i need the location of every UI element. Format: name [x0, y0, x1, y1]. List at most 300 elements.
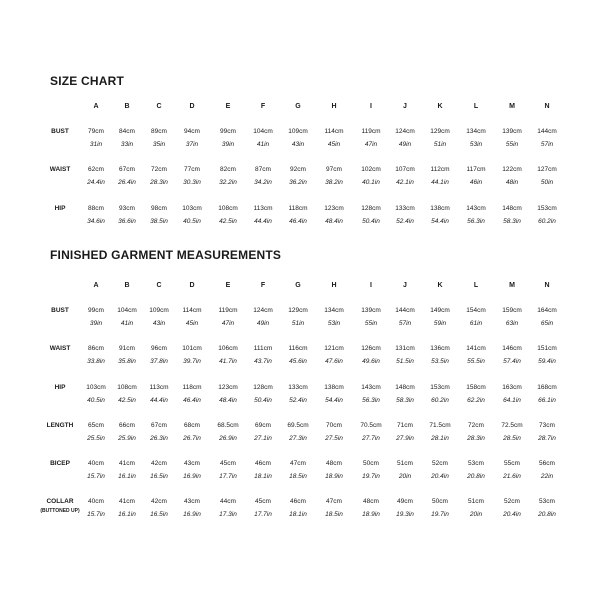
row-label-text: COLLAR — [46, 498, 74, 505]
cell-in: 46.4in — [289, 218, 307, 225]
cell-in: 44.4in — [150, 397, 168, 404]
cell-cm: 121cm — [324, 345, 344, 352]
cell-in: 50.4in — [254, 397, 272, 404]
size-header-i: I — [370, 103, 372, 110]
cell-in: 40.1in — [362, 179, 380, 186]
cell-in: 55.5in — [467, 358, 485, 365]
cell-in: 49in — [398, 141, 412, 148]
cell-in: 18.1in — [289, 511, 307, 518]
cell-in: 25.5in — [87, 435, 105, 442]
cell-in: 50in — [540, 179, 554, 186]
cell-in: 39.7in — [183, 358, 201, 365]
cell-in: 33in — [120, 141, 134, 148]
row-label-hip — [40, 205, 80, 212]
cell-cm: 143cm — [361, 384, 381, 391]
cell-cm: 109cm — [288, 128, 308, 135]
cell-in: 53in — [327, 320, 341, 327]
cell-in: 26.7in — [183, 435, 201, 442]
cell-cm: 111cm — [253, 345, 273, 352]
cell-cm: 99cm — [88, 307, 104, 314]
cell-cm: 73cm — [539, 422, 555, 429]
cell-in: 26.4in — [118, 179, 136, 186]
cell-in: 57in — [398, 320, 412, 327]
cell-in: 47.6in — [325, 358, 343, 365]
size-header-d: D — [189, 282, 195, 289]
cell-in: 48.4in — [219, 397, 237, 404]
cell-in: 17.7in — [219, 473, 237, 480]
size-header-h: H — [331, 282, 337, 289]
cell-cm: 116cm — [288, 345, 308, 352]
cell-cm: 154cm — [466, 307, 486, 314]
cell-cm: 69.5cm — [287, 422, 309, 429]
cell-cm: 134cm — [324, 307, 344, 314]
cell-in: 65in — [540, 320, 554, 327]
cell-in: 39in — [221, 141, 235, 148]
cell-in: 42.5in — [118, 397, 136, 404]
cell-in: 16.9in — [183, 473, 201, 480]
cell-cm: 108cm — [117, 384, 137, 391]
cell-cm: 43cm — [184, 460, 200, 467]
size-header-f: F — [260, 282, 266, 289]
cell-cm: 44cm — [220, 498, 236, 505]
cell-cm: 113cm — [253, 205, 273, 212]
cell-cm: 46cm — [290, 498, 306, 505]
cell-in: 32.2in — [219, 179, 237, 186]
cell-cm: 148cm — [395, 384, 415, 391]
cell-cm: 72cm — [151, 166, 167, 173]
cell-in: 41in — [256, 141, 270, 148]
cell-cm: 128cm — [361, 205, 381, 212]
cell-cm: 138cm — [430, 205, 450, 212]
cell-in: 16.1in — [118, 473, 136, 480]
cell-in: 34.2in — [254, 179, 272, 186]
cell-cm: 46cm — [255, 460, 271, 467]
cell-in: 42.5in — [219, 218, 237, 225]
size-header-b: B — [124, 103, 130, 110]
cell-in: 58.3in — [396, 397, 414, 404]
cell-cm: 67cm — [119, 166, 135, 173]
cell-cm: 118cm — [288, 205, 308, 212]
cell-cm: 79cm — [88, 128, 104, 135]
cell-cm: 94cm — [184, 128, 200, 135]
cell-cm: 48cm — [363, 498, 379, 505]
cell-in: 43in — [152, 320, 166, 327]
size-header-n: N — [544, 103, 550, 110]
cell-in: 16.5in — [150, 511, 168, 518]
size-header-d: D — [189, 103, 195, 110]
cell-cm: 122cm — [502, 166, 522, 173]
cell-in: 59in — [433, 320, 447, 327]
cell-cm: 124cm — [253, 307, 273, 314]
cell-cm: 97cm — [326, 166, 342, 173]
cell-cm: 51cm — [468, 498, 484, 505]
cell-in: 20in — [398, 473, 412, 480]
cell-in: 17.3in — [219, 511, 237, 518]
row-label-text: LENGTH — [46, 422, 74, 429]
cell-in: 20.8in — [467, 473, 485, 480]
cell-cm: 129cm — [288, 307, 308, 314]
cell-in: 51.5in — [396, 358, 414, 365]
cell-cm: 104cm — [253, 128, 273, 135]
row-label-text: WAIST — [49, 345, 71, 352]
cell-in: 46in — [469, 179, 483, 186]
cell-cm: 49cm — [397, 498, 413, 505]
cell-cm: 43cm — [184, 498, 200, 505]
cell-in: 44.1in — [431, 179, 449, 186]
cell-cm: 114cm — [182, 307, 202, 314]
cell-in: 52.4in — [396, 218, 414, 225]
cell-in: 40.5in — [87, 397, 105, 404]
cell-in: 18.9in — [325, 473, 343, 480]
row-label-waist — [40, 345, 80, 352]
cell-in: 30.3in — [183, 179, 201, 186]
cell-cm: 138cm — [324, 384, 344, 391]
cell-cm: 71.5cm — [429, 422, 451, 429]
cell-cm: 144cm — [395, 307, 415, 314]
cell-in: 28.3in — [150, 179, 168, 186]
cell-in: 20in — [469, 511, 483, 518]
cell-cm: 146cm — [502, 345, 522, 352]
row-sublabel-text: (BUTTONED UP) — [40, 508, 80, 515]
cell-in: 53.5in — [431, 358, 449, 365]
cell-in: 46.4in — [183, 397, 201, 404]
cell-cm: 117cm — [466, 166, 486, 173]
row-label-bust — [40, 128, 80, 135]
cell-in: 34.6in — [87, 218, 105, 225]
cell-in: 18.1in — [254, 473, 272, 480]
cell-in: 27.7in — [362, 435, 380, 442]
cell-in: 28.1in — [431, 435, 449, 442]
row-label-bicep — [40, 460, 80, 467]
cell-cm: 153cm — [537, 205, 557, 212]
cell-in: 36.6in — [118, 218, 136, 225]
cell-cm: 108cm — [218, 205, 238, 212]
cell-cm: 136cm — [430, 345, 450, 352]
cell-in: 22in — [540, 473, 554, 480]
size-header-k: K — [437, 282, 443, 289]
cell-cm: 65cm — [88, 422, 104, 429]
size-header-e: E — [225, 103, 231, 110]
cell-in: 27.5in — [325, 435, 343, 442]
cell-cm: 70cm — [326, 422, 342, 429]
cell-cm: 41cm — [119, 498, 135, 505]
cell-cm: 118cm — [182, 384, 202, 391]
cell-cm: 82cm — [220, 166, 236, 173]
cell-cm: 98cm — [151, 205, 167, 212]
cell-in: 60.2in — [538, 218, 556, 225]
size-header-l: L — [473, 282, 479, 289]
cell-in: 36.2in — [289, 179, 307, 186]
cell-in: 55in — [364, 320, 378, 327]
size-header-e: E — [225, 282, 231, 289]
size-header-n: N — [544, 282, 550, 289]
cell-cm: 92cm — [290, 166, 306, 173]
cell-in: 35in — [152, 141, 166, 148]
cell-cm: 114cm — [324, 128, 344, 135]
cell-cm: 144cm — [537, 128, 557, 135]
cell-in: 52.4in — [289, 397, 307, 404]
size-header-m: M — [509, 282, 515, 289]
cell-cm: 52cm — [504, 498, 520, 505]
size-chart-title: SIZE CHART — [50, 74, 124, 88]
cell-cm: 84cm — [119, 128, 135, 135]
cell-cm: 104cm — [117, 307, 137, 314]
cell-cm: 45cm — [255, 498, 271, 505]
row-label-text: WAIST — [49, 166, 71, 173]
row-label-waist — [40, 166, 80, 173]
cell-in: 16.9in — [183, 511, 201, 518]
cell-in: 47in — [364, 141, 378, 148]
cell-cm: 77cm — [184, 166, 200, 173]
cell-in: 42.1in — [396, 179, 414, 186]
cell-cm: 53cm — [468, 460, 484, 467]
cell-cm: 40cm — [88, 498, 104, 505]
cell-cm: 71cm — [397, 422, 413, 429]
cell-in: 57.4in — [503, 358, 521, 365]
cell-cm: 149cm — [430, 307, 450, 314]
cell-cm: 50cm — [432, 498, 448, 505]
cell-cm: 68.5cm — [217, 422, 239, 429]
cell-cm: 123cm — [218, 384, 238, 391]
cell-in: 20.4in — [503, 511, 521, 518]
row-label-collar — [40, 498, 80, 515]
cell-in: 49in — [256, 320, 270, 327]
cell-cm: 91cm — [119, 345, 135, 352]
cell-in: 35.8in — [118, 358, 136, 365]
cell-in: 38.2in — [325, 179, 343, 186]
cell-cm: 123cm — [324, 205, 344, 212]
cell-in: 28.7in — [538, 435, 556, 442]
cell-in: 25.9in — [118, 435, 136, 442]
row-label-text: HIP — [54, 205, 66, 212]
cell-cm: 47cm — [290, 460, 306, 467]
cell-in: 26.9in — [219, 435, 237, 442]
cell-cm: 159cm — [502, 307, 522, 314]
size-header-j: J — [403, 282, 407, 289]
cell-cm: 106cm — [218, 345, 238, 352]
row-label-text: BUST — [51, 307, 69, 314]
cell-in: 62.2in — [467, 397, 485, 404]
cell-cm: 87cm — [255, 166, 271, 173]
cell-cm: 139cm — [361, 307, 381, 314]
size-header-c: C — [156, 282, 162, 289]
cell-cm: 47cm — [326, 498, 342, 505]
cell-cm: 50cm — [363, 460, 379, 467]
cell-cm: 164cm — [537, 307, 557, 314]
cell-cm: 103cm — [182, 205, 202, 212]
cell-cm: 126cm — [361, 345, 381, 352]
row-label-text: BUST — [51, 128, 69, 135]
cell-in: 37in — [185, 141, 199, 148]
cell-cm: 101cm — [182, 345, 202, 352]
cell-in: 64.1in — [503, 397, 521, 404]
cell-cm: 53cm — [539, 498, 555, 505]
cell-in: 33.8in — [87, 358, 105, 365]
cell-in: 43in — [291, 141, 305, 148]
cell-cm: 153cm — [430, 384, 450, 391]
cell-cm: 40cm — [88, 460, 104, 467]
row-label-bust — [40, 307, 80, 314]
cell-in: 47in — [221, 320, 235, 327]
cell-cm: 69cm — [255, 422, 271, 429]
cell-in: 31in — [89, 141, 103, 148]
cell-in: 20.8in — [538, 511, 556, 518]
cell-cm: 102cm — [361, 166, 381, 173]
cell-in: 27.1in — [254, 435, 272, 442]
cell-cm: 72.5cm — [501, 422, 523, 429]
cell-in: 16.5in — [150, 473, 168, 480]
cell-in: 38.5in — [150, 218, 168, 225]
size-header-g: G — [295, 103, 301, 110]
cell-cm: 127cm — [537, 166, 557, 173]
cell-in: 41in — [120, 320, 134, 327]
cell-cm: 158cm — [466, 384, 486, 391]
row-label-text: HIP — [54, 384, 66, 391]
cell-in: 16.1in — [118, 511, 136, 518]
cell-in: 45.6in — [289, 358, 307, 365]
cell-cm: 55cm — [504, 460, 520, 467]
cell-cm: 107cm — [395, 166, 415, 173]
cell-cm: 68cm — [184, 422, 200, 429]
cell-cm: 151cm — [537, 345, 557, 352]
cell-cm: 52cm — [432, 460, 448, 467]
size-header-a: A — [93, 282, 99, 289]
cell-in: 28.3in — [467, 435, 485, 442]
size-header-a: A — [93, 103, 99, 110]
size-header-j: J — [403, 103, 407, 110]
cell-in: 28.5in — [503, 435, 521, 442]
cell-in: 19.7in — [362, 473, 380, 480]
cell-cm: 56cm — [539, 460, 555, 467]
cell-in: 15.7in — [87, 511, 105, 518]
row-label-text: BICEP — [50, 460, 70, 467]
size-header-c: C — [156, 103, 162, 110]
cell-in: 50.4in — [362, 218, 380, 225]
cell-in: 55in — [505, 141, 519, 148]
size-header-l: L — [473, 103, 479, 110]
cell-in: 26.3in — [150, 435, 168, 442]
cell-in: 45in — [327, 141, 341, 148]
cell-cm: 139cm — [502, 128, 522, 135]
cell-in: 27.3in — [289, 435, 307, 442]
cell-in: 58.3in — [503, 218, 521, 225]
cell-cm: 129cm — [430, 128, 450, 135]
cell-cm: 88cm — [88, 205, 104, 212]
cell-cm: 86cm — [88, 345, 104, 352]
cell-cm: 141cm — [466, 345, 486, 352]
cell-in: 43.7in — [254, 358, 272, 365]
cell-in: 24.4in — [87, 179, 105, 186]
cell-cm: 99cm — [220, 128, 236, 135]
cell-in: 51in — [433, 141, 447, 148]
cell-cm: 134cm — [466, 128, 486, 135]
cell-in: 56.3in — [362, 397, 380, 404]
cell-cm: 119cm — [218, 307, 238, 314]
size-header-i: I — [370, 282, 372, 289]
cell-in: 51in — [291, 320, 305, 327]
cell-cm: 72cm — [468, 422, 484, 429]
size-header-g: G — [295, 282, 301, 289]
cell-in: 48in — [505, 179, 519, 186]
cell-in: 39in — [89, 320, 103, 327]
cell-cm: 45cm — [220, 460, 236, 467]
cell-cm: 48cm — [326, 460, 342, 467]
cell-in: 40.5in — [183, 218, 201, 225]
cell-in: 17.7in — [254, 511, 272, 518]
cell-in: 15.7in — [87, 473, 105, 480]
cell-in: 57in — [540, 141, 554, 148]
cell-in: 20.4in — [431, 473, 449, 480]
cell-in: 66.1in — [538, 397, 556, 404]
size-header-b: B — [124, 282, 130, 289]
cell-in: 21.6in — [503, 473, 521, 480]
size-header-f: F — [260, 103, 266, 110]
cell-cm: 133cm — [395, 205, 415, 212]
cell-in: 60.2in — [431, 397, 449, 404]
size-header-k: K — [437, 103, 443, 110]
cell-cm: 42cm — [151, 498, 167, 505]
cell-cm: 113cm — [149, 384, 169, 391]
cell-cm: 67cm — [151, 422, 167, 429]
cell-in: 54.4in — [431, 218, 449, 225]
cell-cm: 133cm — [288, 384, 308, 391]
cell-in: 45in — [185, 320, 199, 327]
cell-in: 37.8in — [150, 358, 168, 365]
cell-cm: 109cm — [149, 307, 169, 314]
cell-cm: 66cm — [119, 422, 135, 429]
row-label-length — [40, 422, 80, 429]
cell-cm: 148cm — [502, 205, 522, 212]
cell-in: 49.6in — [362, 358, 380, 365]
cell-in: 48.4in — [325, 218, 343, 225]
cell-cm: 62cm — [88, 166, 104, 173]
cell-in: 61in — [469, 320, 483, 327]
cell-in: 53in — [469, 141, 483, 148]
finished-garment-title: FINISHED GARMENT MEASUREMENTS — [50, 248, 282, 262]
cell-cm: 143cm — [466, 205, 486, 212]
cell-cm: 163cm — [502, 384, 522, 391]
cell-in: 63in — [505, 320, 519, 327]
cell-in: 44.4in — [254, 218, 272, 225]
cell-cm: 96cm — [151, 345, 167, 352]
cell-cm: 93cm — [119, 205, 135, 212]
cell-in: 18.9in — [362, 511, 380, 518]
size-header-m: M — [509, 103, 515, 110]
cell-in: 18.5in — [325, 511, 343, 518]
cell-cm: 119cm — [361, 128, 381, 135]
cell-in: 27.9in — [396, 435, 414, 442]
cell-cm: 41cm — [119, 460, 135, 467]
cell-cm: 70.5cm — [360, 422, 382, 429]
row-label-hip — [40, 384, 80, 391]
size-header-h: H — [331, 103, 337, 110]
cell-in: 18.5in — [289, 473, 307, 480]
cell-cm: 168cm — [537, 384, 557, 391]
cell-in: 54.4in — [325, 397, 343, 404]
cell-in: 19.3in — [396, 511, 414, 518]
cell-cm: 112cm — [430, 166, 450, 173]
cell-in: 56.3in — [467, 218, 485, 225]
cell-cm: 89cm — [151, 128, 167, 135]
cell-cm: 131cm — [395, 345, 415, 352]
cell-cm: 124cm — [395, 128, 415, 135]
cell-cm: 42cm — [151, 460, 167, 467]
cell-cm: 103cm — [86, 384, 106, 391]
cell-cm: 128cm — [253, 384, 273, 391]
cell-in: 19.7in — [431, 511, 449, 518]
cell-in: 59.4in — [538, 358, 556, 365]
cell-cm: 51cm — [397, 460, 413, 467]
